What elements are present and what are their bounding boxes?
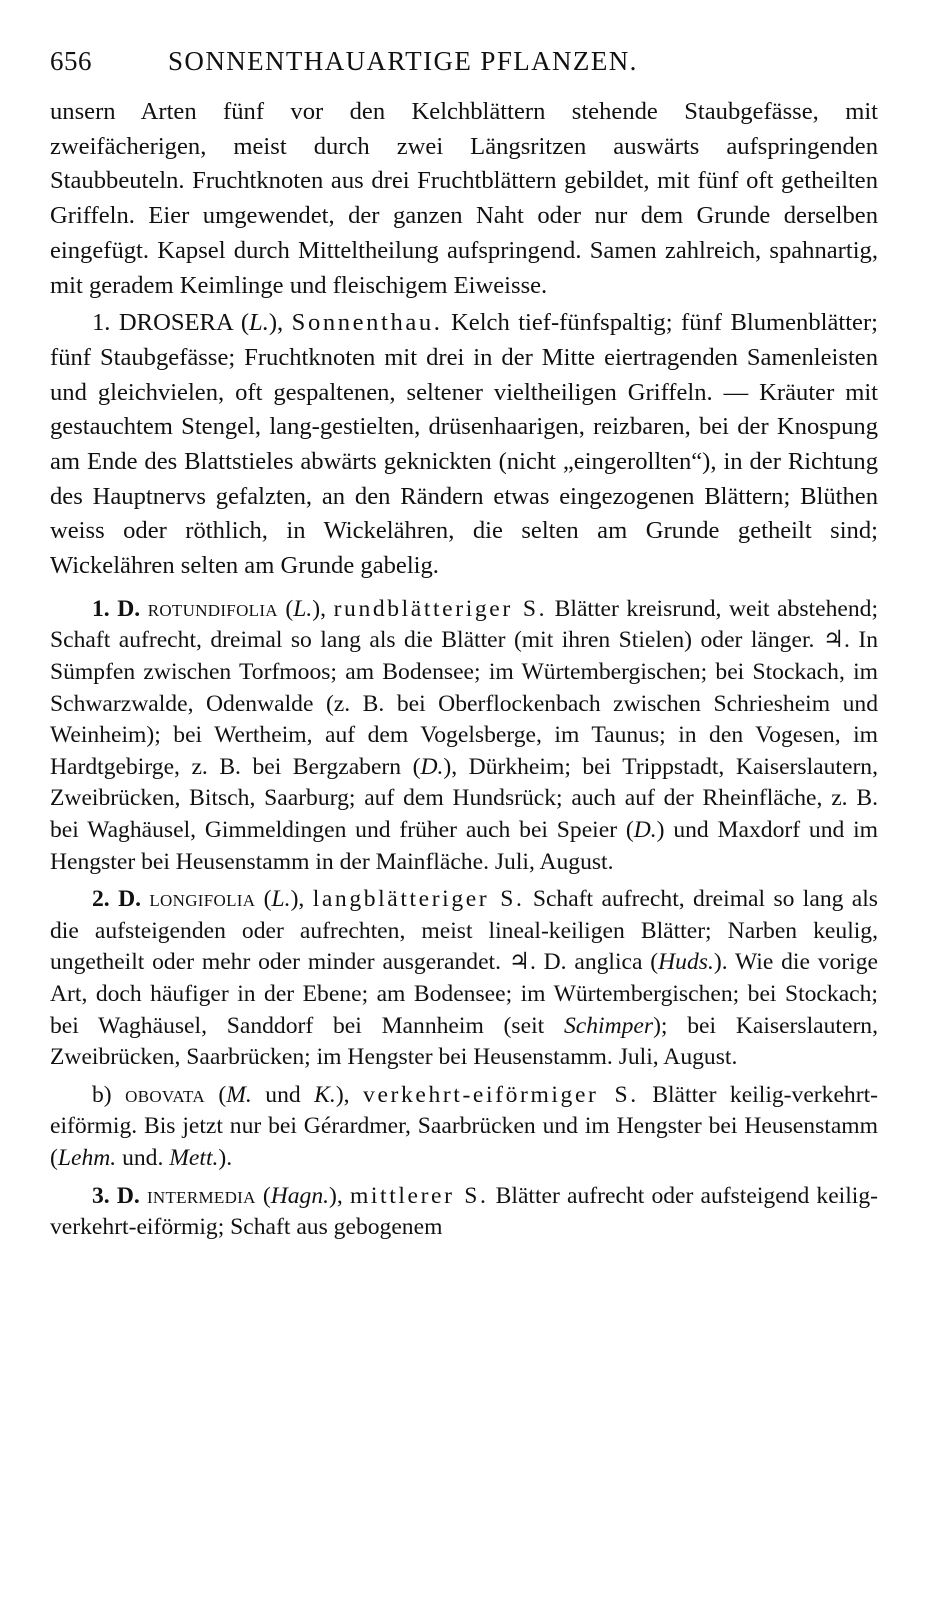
variety-description: ).	[218, 1144, 233, 1171]
species-common-name: rundblätteriger S.	[333, 595, 548, 622]
variety-description: und.	[116, 1144, 170, 1171]
author-open-paren: (	[255, 1182, 271, 1209]
author-open-paren: (	[255, 886, 272, 913]
species-entry-rotundifolia	[50, 594, 878, 878]
genus-name: DROSERA	[118, 309, 233, 337]
author-close-paren: ),	[268, 309, 292, 337]
species-entry-longifolia	[50, 884, 878, 1074]
species-author: L.	[271, 886, 291, 913]
species-entry-intermedia	[50, 1181, 878, 1244]
species-reference: D.	[633, 817, 657, 843]
species-description: ). Wie die vorige Art, doch häufiger in der Ebene; am Bodensee; im Würtembergischen; bei Stockach; bei Waghäusel, Sanddorf bei Mannheim (seit	[50, 949, 879, 1039]
variety-author: M.	[226, 1081, 252, 1108]
variety-label: b)	[92, 1081, 112, 1108]
species-number: 3. D.	[92, 1182, 140, 1209]
variety-reference: Lehm.	[57, 1144, 117, 1171]
species-description: Blätter kreisrund, weit abstehend; Schaft aufrecht, dreimal so lang als die Blätter (mit ihren Stielen) oder länger. ♃. In Sümpfen zwischen Torfmoos; am Bodensee; im Würtembergischen; bei Stockach, im Schwarzwalde, Odenwalde (z. B. bei Oberflockenbach zwischen Schriesheim und Weinheim); bei Wertheim, auf dem Vogelsberge, im Taunus; in den Vogesen, im Hardtgebirge, z. B. bei Bergzabern (	[50, 595, 878, 780]
running-header	[50, 46, 878, 77]
variety-reference: Mett.	[169, 1144, 219, 1171]
author-close-paren: ),	[329, 1182, 350, 1209]
species-description: ); bei Kaiserslautern, Zweibrücken, Saarbrücken; im Hengster bei Heusenstamm. Juli, August.	[50, 1012, 878, 1071]
species-author: L.	[293, 595, 313, 622]
variety-description: Blätter keilig-verkehrt-eiförmig. Bis jetzt nur bei Gérardmer, Saarbrücken und im Hengster bei Heusenstamm (	[50, 1081, 878, 1171]
species-description: Schaft aufrecht, dreimal so lang als die aufsteigenden oder aufrechten, meist lineal-keiligen Blätter; Narben keulig, ungetheilt oder mehr oder minder ausgerandet. ♃. D. anglica (	[50, 886, 878, 976]
variety-common-name: verkehrt-eiförmiger S.	[363, 1081, 639, 1108]
species-author: Hagn.	[270, 1182, 330, 1209]
species-reference: D.	[420, 753, 444, 780]
species-description: ), Dürkheim; bei Trippstadt, Kaiserslautern, Zweibrücken, Bitsch, Saarburg; auf dem Hundsrück; auch auf der Rheinfläche, z. B. bei Waghäusel, Gimmeldingen und früher auch bei Speier (	[50, 753, 878, 843]
page-number: 656	[50, 46, 92, 76]
species-common-name: mittlerer S.	[349, 1182, 489, 1209]
author-open-paren: (	[232, 309, 250, 337]
running-title: SONNENTHAUARTIGE PFLANZEN.	[168, 46, 638, 76]
species-common-name: langblätteriger S.	[312, 886, 525, 913]
genus-author: L.	[249, 309, 269, 337]
author-open-paren: (	[204, 1081, 227, 1108]
author-close-paren: ),	[290, 886, 313, 913]
author-close-paren: ),	[335, 1081, 364, 1108]
genus-entry-drosera	[50, 306, 878, 584]
species-epithet: intermedia	[146, 1182, 256, 1209]
variety-author-2: K.	[314, 1081, 336, 1108]
species-number: 1. D.	[92, 595, 141, 622]
species-description: ) und Maxdorf und im Hengster bei Heusenstamm in der Mainfläche. Juli, August.	[50, 817, 878, 875]
variety-epithet: obovata	[125, 1081, 205, 1108]
author-close-paren: ),	[312, 595, 334, 622]
author-open-paren: (	[277, 595, 294, 622]
genus-number: 1.	[92, 309, 111, 337]
species-reference: Schimper	[563, 1012, 654, 1039]
author-joiner: und	[251, 1081, 315, 1108]
species-epithet: longifolia	[149, 886, 256, 913]
species-reference: Huds.	[658, 949, 714, 976]
genus-description: Kelch tief-fünfspaltig; fünf Blumenblätter; fünf Staubgefässe; Fruchtknoten mit drei in der Mitte eiertragenden Samenleisten und gleichvielen, oft gespaltenen, seltener vieltheiligen Griffeln. — Kräuter mit gestauchtem Stengel, lang-gestielten, drüsenhaarigen, reizbaren, bei der Knospung am Ende des Blattstieles abwärts geknickten (nicht „eingerollten“), in der Richtung des Hauptnervs gefalzten, an den Rändern etwas eingezogenen Blättern; Blüthen weiss oder röthlich, in Wickelähren, die selten am Grunde getheilt sind; Wickelähren selten am Grunde gabelig.	[50, 309, 878, 580]
species-description: Blätter aufrecht oder aufsteigend keilig-verkehrt-eiförmig; Schaft aus gebogenem	[50, 1182, 878, 1241]
species-epithet: rotundifolia	[147, 595, 278, 622]
genus-common-name: Sonnenthau.	[291, 309, 443, 337]
species-number: 2. D.	[92, 886, 141, 913]
variety-entry-obovata	[50, 1080, 878, 1175]
family-description-continuation: unsern Arten fünf vor den Kelchblättern stehende Staubgefässe, mit zweifächerigen, meist durch zwei Längsritzen auswärts aufspringenden Staubbeuteln. Fruchtknoten aus drei Fruchtblättern gebildet, mit fünf oft getheilten Griffeln. Eier umgewendet, der ganzen Naht oder nur dem Grunde derselben eingefügt. Kapsel durch Mitteltheilung aufspringend. Samen zahlreich, spahnartig, mit geradem Keimlinge und fleischigem Eiweisse.	[50, 98, 878, 299]
